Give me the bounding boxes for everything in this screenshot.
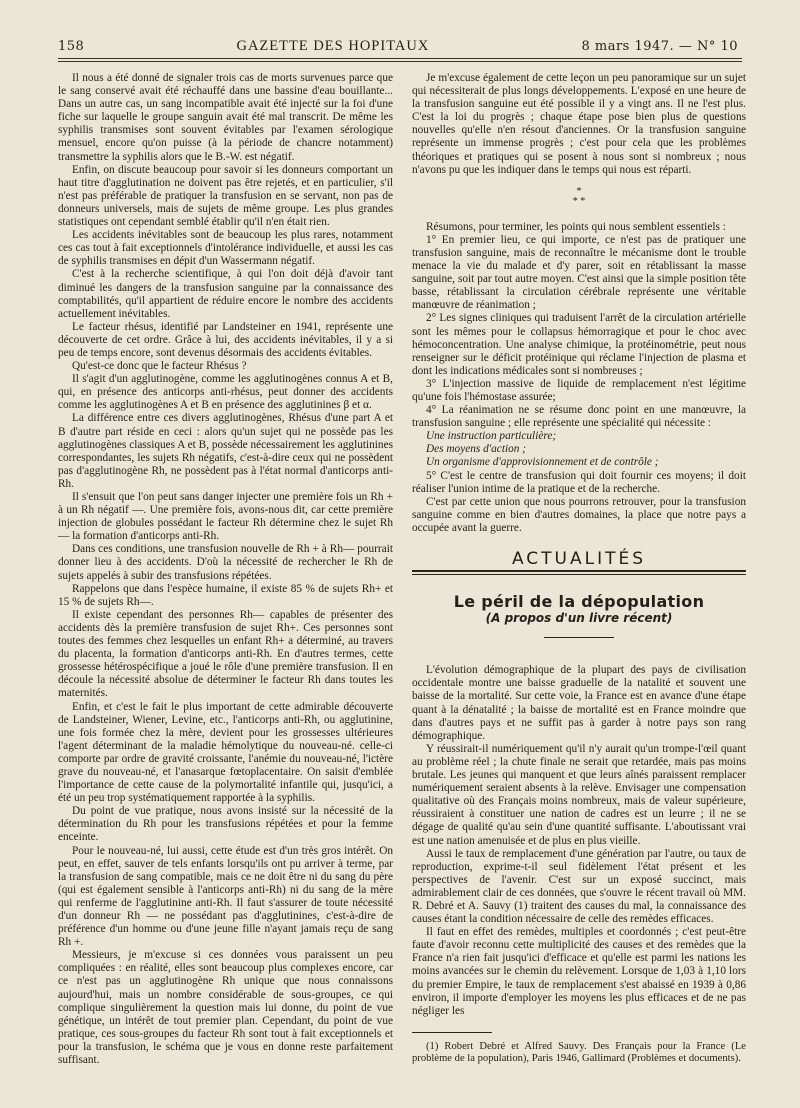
header-rule-top	[58, 58, 742, 59]
paragraph: Il nous a été donné de signaler trois cas de morts survenues parce que le sang conservé avait été réchauffé dans une bassine d'eau bouillante... Dans un autre cas, un sang incompatible avait été injecté sur la foi d'une fiche sur laquelle le groupe sanguin avait été mal transcrit. De même les syphilis transmises sont souvent évitables par l'examen sérologique mensuel, encore qu'on puisse (à la période de chancre notamment) transmettre la syphilis alors que le B.-W. est négatif.	[58, 72, 393, 163]
footnote: (1) Robert Debré et Alfred Sauvy. Des Français pour la France (Le problème de la population), Paris 1946, Gallimard (Problèmes et documents).	[412, 1040, 746, 1065]
footnote-rule	[412, 1032, 492, 1033]
specialty-item: Des moyens d'action ;	[426, 443, 526, 456]
paragraph: Enfin, et c'est le fait le plus important de cette admirable découverte de Landsteiner, Wiener, Levine, etc., l'anticorps anti-Rh, ou agglutinine, une fois formée chez la mère, devient pour les grossesses ultérieures l'agent déterminant de la maladie hémolytique du nouveau-né. celle-ci comporte par ordre de gravité croissante, l'anémie du nouveau-né, l'ictère grave du nouveau-né, et l'anasarque fœtoplacentaire. On saisit d'emblée l'importance de cette cause de la polymortalité infantile qui, jusqu'ici, a été un peu trop systématiquement rapportée à la syphilis.	[58, 700, 393, 805]
article-title-rule	[544, 637, 614, 638]
section-heading: ACTUALITÉS	[511, 549, 647, 569]
page-header	[58, 38, 738, 55]
paragraph: Rappelons que dans l'espèce humaine, il existe 85 % de sujets Rh+ et 15 % de sujets Rh—.	[58, 582, 393, 608]
article-subtitle: (A propos d'un livre récent)	[485, 611, 673, 626]
paragraph: Il s'ensuit que l'on peut sans danger injecter une première fois un Rh + à un Rh négatif —. Une première fois, avons-nous dit, car cette première injection de globules possédant le facteur Rh détermine chez le sujet Rh — la formation d'anticorps anti-Rh.	[58, 491, 393, 543]
paragraph: La différence entre ces divers agglutinogènes, Rhésus d'une part A et B d'autre part réside en ceci : alors qu'un sujet qui ne possède pas les agglutinogènes classiques A et B, possède nécessairement les agglutinines correspondantes, les sujets Rh négatifs, c'est-à-dire ceux qui ne possèdent pas d'agglutinogène Rh, ne possèdent pas à l'état normal d'anticorps anti-Rh.	[58, 412, 393, 490]
page-number: 158	[58, 39, 85, 54]
right-column	[412, 72, 746, 1066]
paragraph: Du point de vue pratique, nous avons insisté sur la nécessité de la détermination du Rh pour les transfusions répétées et pour la femme enceinte.	[58, 805, 393, 844]
paragraph: Je m'excuse également de cette leçon un peu panoramique sur un sujet qui nécessiterait de plus longs développements. L'exposé en une heure de la transfusion sanguine eut été possible il y a vingt ans. Il ne l'est plus. C'est la loi du progrès ; chaque étape pose bien plus de questions nouvelles qu'elle n'en résout d'anciennes. Or la transfusion sanguine représente un immense progrès ; c'est pour cela que les problèmes théoriques et pratiques qui se posent à nous sont si nombreux ; nous n'avons pu que les indiquer dans le temps qui nous est réparti.	[412, 72, 746, 176]
section-separator	[412, 187, 746, 207]
paragraph: Y réussirait-il numériquement qu'il n'y aurait qu'un trompe-l'œil quant au problème réel ; la chute finale ne serait que retardée, mais pas moins brutale. Les jeunes qui manquent et que leurs aînés paraissent remplacer numériquement seraient absents à la relève. Envisager une compensation qualitative où des Français moins nombreux, mais de valeur supérieure, réussiraient à constituer une nation de cadres est un leurre ; il ne se dégage de qualité qu'au sein d'une quantité suffisante. L'aboutissant vrai est une nation amenuisée et de plus en plus vieille.	[412, 742, 746, 847]
summary-point: 3° L'injection massive de liquide de remplacement n'est légitime qu'une fois l'hémostase assurée;	[412, 377, 746, 403]
heading-rule-thick	[412, 570, 746, 572]
paragraph: C'est à la recherche scientifique, à qui l'on doit déjà d'avoir tant diminué les dangers de la transfusion sanguine par la connaissance des comptabilités, qu'il appartient de réduire encore le nombre des accidents actuellement inévitables.	[58, 268, 393, 320]
paragraph: Il s'agit d'un agglutinogène, comme les agglutinogènes connus A et B, qui, en présence des anticorps anti-rhésus, peut donner des accidents comme les agglutinogènes A et B en présence des agglutinines β et α.	[58, 373, 393, 412]
paragraph: Qu'est-ce donc que le facteur Rhésus ?	[72, 360, 247, 373]
journal-title: GAZETTE DES HOPITAUX	[236, 38, 430, 54]
separator-star-bottom: * *	[572, 195, 586, 207]
paragraph: C'est par cette union que nous pourrons retrouver, pour la transfusion sanguine comme en bien d'autres domaines, la place que notre pays a occupée avant la guerre.	[412, 495, 746, 534]
paragraph: Pour le nouveau-né, lui aussi, cette étude est d'un très gros intérêt. On peut, en effet, sauver de tels enfants lorsqu'ils ont pu arriver à terme, par la transfusion de sang compatible, mais ce ne doit être ni du sang du père (qui est également sensible à l'anticorps anti-Rh) ni du sang de la mère qui renferme de l'agglutinine anti-Rh. Il faut s'assurer de toute nécessité d'un donneur Rh — ne possédant pas d'agglutinines, c'est-à-dire de préférence d'un homme ou d'une jeune fille n'ayant jamais reçu de sang Rh +.	[58, 844, 393, 949]
issue-date: 8 mars 1947. — N° 10	[581, 39, 738, 54]
paragraph: Les accidents inévitables sont de beaucoup les plus rares, notamment ces cas tout à fait exceptionnels d'intolérance individuelle, et aussi les cas de syphilis transmises en dépit d'un Wassermann négatif.	[58, 229, 393, 268]
header-rule-bottom	[58, 61, 742, 62]
paragraph: L'évolution démographique de la plupart des pays de civilisation occidentale montre une baisse graduelle de la natalité et souvent une baisse de la mortalité. Sur cette voie, la France est en avance d'une étape quant à la dénatalité ; la baisse de mortalité est en France moindre que dans d'autres pays et ne suffit pas à garder à notre pays son rang démographique.	[412, 664, 746, 742]
specialty-item: Une instruction particulière;	[426, 430, 557, 443]
paragraph: Il faut en effet des remèdes, multiples et coordonnés ; c'est peut-être faute d'avoir reconnu cette multiplicité des causes et des remèdes que la France n'a rien fait jusqu'ici d'efficace et qu'elle est parmi les nations les moins avancées sur le chemin du relèvement. Lorsque de 1,03 à 1,10 lors du premier Empire, le taux de remplacement s'est abaissé en 1939 à 0,86 environ, il importe d'employer les moyens les plus efficaces et de ne pas négliger les	[412, 926, 746, 1017]
section-heading-block	[412, 549, 746, 575]
heading-rule-thin	[412, 574, 746, 575]
paragraph: Enfin, on discute beaucoup pour savoir si les donneurs comportant un haut titre d'agglutination ne doivent pas être rejetés, et en particulier, s'il n'est pas préférable de pratiquer la transfusion en se servant, non pas de donneurs universels, mais de sujets de même groupe. Les plus grandes statistiques ont cependant semblé établir qu'il n'en était rien.	[58, 163, 393, 229]
summary-point: 1° En premier lieu, ce qui importe, ce n'est pas de pratiquer une transfusion sanguine, mais de reconnaître le mécanisme dont le trouble menace la vie du malade et d'y parer, soit en rétablissant la masse sanguine, soit par tout autre moyen. C'est ainsi que la simple position tête basse, rétablissant la circulation cérébrale représente une véritable manœuvre de réanimation ;	[412, 233, 746, 312]
paragraph: Il existe cependant des personnes Rh— capables de présenter des accidents dès la première transfusion de sujet Rh+. Ces personnes sont toutes des femmes chez lesquelles un enfant Rh+ a déterminé, au travers du placenta, la formation d'anticorps anti-Rh. En d'autres termes, cette grossesse hétérospécifique a joué le rôle d'une première transfusion. Il en découle la nécessité absolue de déterminer le facteur Rh dans toutes les maternités.	[58, 608, 393, 700]
paragraph: Résumons, pour terminer, les points qui nous semblent essentiels :	[426, 220, 726, 233]
summary-point: 2° Les signes cliniques qui traduisent l'arrêt de la circulation artérielle sont les mêmes pour le collapsus hémorragique et pour le choc avec hémoconcentration. Une analyse chimique, la protéinométrie, peut nous renseigner sur le déficit protéinique qui réclame l'injection de plasma et dont les indications médicales sont si nombreuses ;	[412, 312, 746, 377]
paragraph: Messieurs, je m'excuse si ces données vous paraissent un peu compliquées : en réalité, elles sont beaucoup plus complexes encore, car ce n'est pas un agglutinogène Rh unique que nous connaissons aujourd'hui, mais un nombre considérable de sous-groupes, ce qui complique singulièrement la question mais lui donne, du point de vue génétique, un intérêt de tout premier plan. Cependant, du point de vue pratique, ces sous-groupes du facteur Rh sont tout à fait exceptionnels et pour la transfusion, le schéma que je vous en donne reste parfaitement suffisant.	[58, 949, 393, 1067]
specialty-item: Un organisme d'approvisionnement et de contrôle ;	[426, 456, 659, 469]
summary-point: 4° La réanimation ne se résume donc point en une manœuvre, la transfusion sanguine ; elle représente une spécialité qui nécessite :	[412, 404, 746, 430]
paragraph: Dans ces conditions, une transfusion nouvelle de Rh + à Rh— pourrait donner lieu à des accidents. D'où la nécessité de rechercher le Rh de sujets appelés à subir des transfusions répétées.	[58, 543, 393, 582]
separator-star-top: *	[576, 185, 582, 197]
article-title: Le péril de la dépopulation	[453, 592, 705, 612]
left-column	[58, 72, 393, 1067]
paragraph: Aussi le taux de remplacement d'une génération par l'autre, ou taux de reproduction, exprime-t-il seul fidèlement l'état présent et les perspectives de l'avenir. C'est sur un exposé succinct, mais admirablement clair de ces données, que s'ouvre le récent travail où MM. R. Debré et A. Sauvy (1) traitent des causes du mal, la connaissance des causes étant la condition nécessaire de celle des remèdes efficaces.	[412, 847, 746, 926]
summary-point: 5° C'est le centre de transfusion qui doit fournir ces moyens; il doit réaliser l'union intime de la pratique et de la recherche.	[412, 469, 746, 495]
paragraph: Le facteur rhésus, identifié par Landsteiner en 1941, représente une découverte de cet ordre. Grâce à lui, des accidents inévitables, il y a si peu de temps encore, sont devenus désormais des accidents évitables.	[58, 320, 393, 359]
